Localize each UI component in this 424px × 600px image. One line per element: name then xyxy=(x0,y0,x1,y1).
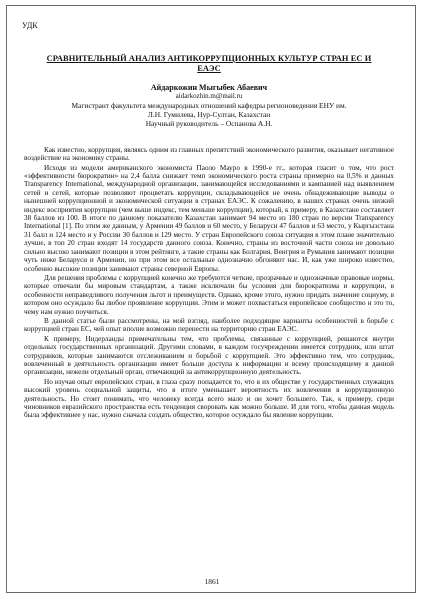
article-title: СРАВНИТЕЛЬНЫЙ АНАЛИЗ АНТИКОРРУПЦИОННЫХ КУЛЬТУР СТРАН ЕС И ЕАЭС xyxy=(46,54,372,73)
udk-label: УДК xyxy=(22,21,38,30)
author-email: aidarkozhin.m@mail.ru xyxy=(175,92,243,101)
paragraph: Исходя из модели американского экономиста Паоло Мауро в 1990-е гг., которая гласит о том, что рост «эффективности бюрократии» на 2,4 балла снижает темп экономического роста страны примерно на 0,5% и данных Transparency International, международной организации, занимающейся исследованиями и кампанией над выявлением сетей и сетей, которые позволяют процветать коррупции, складывающейся не очень обнадеживающие выводы о нынешней коррупционной и экономической ситуации в странах ЕАЭС. К сожалению, в наших странах очень низкий индекс восприятия коррупции (чем выше индекс, тем меньше коррупции), который, к примеру, в Казахстане составляет 38 баллов из 100. В итоге по данному показателю Казахстан занимает 94 место из 180 стран по версии Transparency International [1]. По этим же данным, у Армении 49 баллов и 60 место, у Беларуси 47 баллов и 63 место, у Кыргызстана 31 балл и 124 место и у России 30 баллов и 129 место. У стран Европейского союза ситуация в этом плане значительно лучше, в топ 20 стран входят 14 государств данного союза. Конечно, страны из восточной части союза не довольно сильно высоко занимают позиции в этом рейтинге, а такие страны как Болгария, Венгрия и Румыния занимают позиции чуть ниже Беларуси и Армении, но при этом все остальные однозначно обгоняют нас. И, как уже широко известно, особенно высокие позиции занимают страны северной Европы. xyxy=(24,163,394,273)
page-number: 1861 xyxy=(204,577,220,586)
paragraph: Как известно, коррупция, являясь одним из главных препятствий экономического развития, оказывает негативное воздействие на экономику страны. xyxy=(24,145,394,163)
document-page xyxy=(24,32,394,420)
paragraph: Для решения проблемы с коррупцией конечно же требуются четкие, прозрачные и однозначные правовые нормы, которые отвечали бы мировым стандартам, а также исключали бы условия для бюрократизма и коррупции, в особенности неправедливого получения льгот и преимуществ. Однако, кроме этого, нужно придать значение социуму, в котором оно осуждало бы любое проявление коррупции. Этим и может похвастаться европейское сообщество и это то, чему нам нужно поучиться. xyxy=(24,273,394,316)
article-body xyxy=(24,146,394,420)
paragraph: В данной статье были рассмотрены, на мой взгляд, наиболее подходящие варианты особенностей в борьбе с коррупцией стран ЕС, чей опыт вполне возможно перенести на территорию стран ЕАЭС. xyxy=(24,316,394,334)
paragraph: К примеру, Нидерланды примечательны тем, что проблемы, связанные с коррупцией, решаются внутри отдельных государственных организаций. Другими словами, в каждом госучреждении имеется сотрудник, или штат сотрудников, которые занимаются отслеживанием и борьбой с коррупцией. Это эффективно тем, что сотрудник, вовлеченный в деятельность организации имеет больше доступа к информации и всему происходящему в данной организации, нежели отдельный орган, отвечающий за антикоррупционную деятельность. xyxy=(24,334,394,377)
affiliation-line-1: Магистрант факультета международных отношений кафедры регионоведения ЕНУ им. xyxy=(71,100,347,110)
affiliation-line-2: Л.Н. Гумилева, Нур-Султан, Казахстан xyxy=(147,109,271,119)
author-name: Айдаркожин Мыгыбек Абаевич xyxy=(150,83,268,92)
supervisor: Научный руководитель – Оспанова А.Н. xyxy=(145,118,273,128)
paragraph: Но изучая опыт европейских стран, в глаза сразу попадается то, что в их обществе у государственных служащих высокий уровень социальной защиты, что в итоге уменьшает вероятность их вовлечения в коррупционную деятельность. Но стоит понимать, что человеку всегда всего мало и он хочет большего. Так, к примеру, среди чиновников евразийского пространства есть тенденция своровать как можно больше. И для того, чтобы данная модель была эффективнее у нас, нужно сначала создать общество, которое осуждало бы явление коррупции. xyxy=(24,377,394,420)
